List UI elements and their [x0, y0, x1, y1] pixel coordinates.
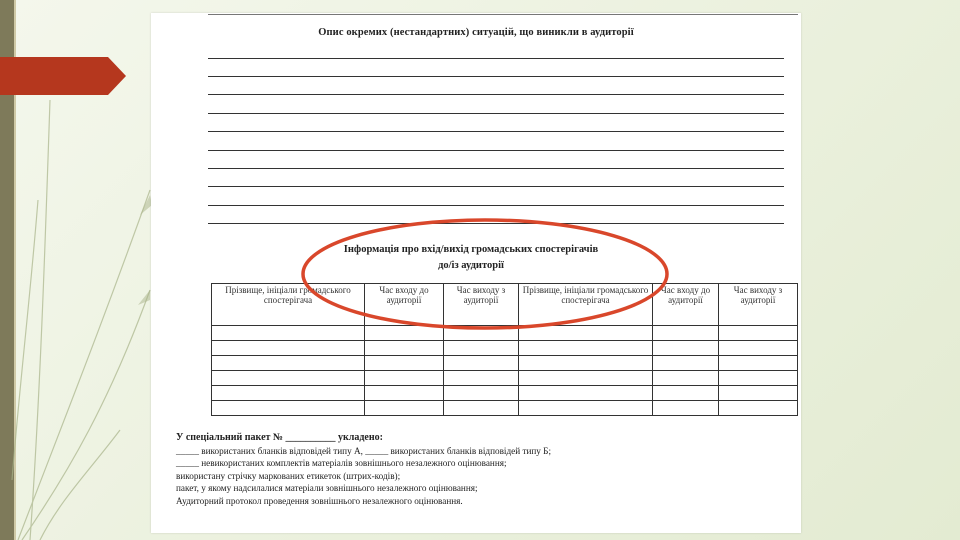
- table-row: [212, 401, 798, 416]
- write-line: [208, 113, 784, 114]
- package-contents-heading: У спеціальний пакет № __________ укладено:: [176, 432, 383, 443]
- table-row: [212, 356, 798, 371]
- header-entry-time-2: Час входу до аудиторії: [653, 284, 719, 326]
- package-contents-line: пакет, у якому надсилалися матеріали зовнішнього незалежного оцінювання;: [176, 483, 478, 494]
- write-line: [208, 131, 784, 132]
- table-row: [212, 341, 798, 356]
- table-row: [212, 386, 798, 401]
- write-line: [208, 58, 784, 59]
- package-contents: [176, 432, 776, 508]
- header-entry-time: Час входу до аудиторії: [365, 284, 444, 326]
- write-line: [208, 186, 784, 187]
- accent-arrow: [0, 57, 126, 95]
- header-exit-time: Час виходу з аудиторії: [444, 284, 519, 326]
- situations-title: Опис окремих (нестандартних) ситуацій, що виникли в аудиторії: [318, 27, 634, 38]
- write-line: [208, 94, 784, 95]
- write-line: [208, 168, 784, 169]
- document-page: [151, 13, 801, 533]
- observers-info-title-line1: Інформація про вхід/вихід громадських спостерігачів: [343, 244, 599, 255]
- package-contents-line: _____ використаних бланків відповідей типу А, _____ використаних бланків відповідей типу Б;: [176, 445, 552, 456]
- write-line: [208, 76, 784, 77]
- write-line: [208, 150, 784, 151]
- document-top-rule: [208, 14, 798, 15]
- header-observer-name: Прізвище, ініціали громадського спостерігача: [212, 284, 365, 326]
- table-row: [212, 371, 798, 386]
- observers-info-title-line2: до/із аудиторії: [438, 260, 504, 271]
- package-contents-line: _____ невикористаних комплектів матеріалів зовнішнього незалежного оцінювання;: [176, 458, 507, 469]
- package-contents-line: Аудиторний протокол проведення зовнішнього незалежного оцінювання.: [176, 495, 463, 506]
- package-contents-line: використану стрічку маркованих етикеток (штрих-кодів);: [176, 470, 401, 481]
- highlight-ellipse: [299, 216, 671, 334]
- write-line: [208, 205, 784, 206]
- header-exit-time-2: Час виходу з аудиторії: [719, 284, 798, 326]
- header-observer-name-2: Прізвище, ініціали громадського спостерігача: [519, 284, 653, 326]
